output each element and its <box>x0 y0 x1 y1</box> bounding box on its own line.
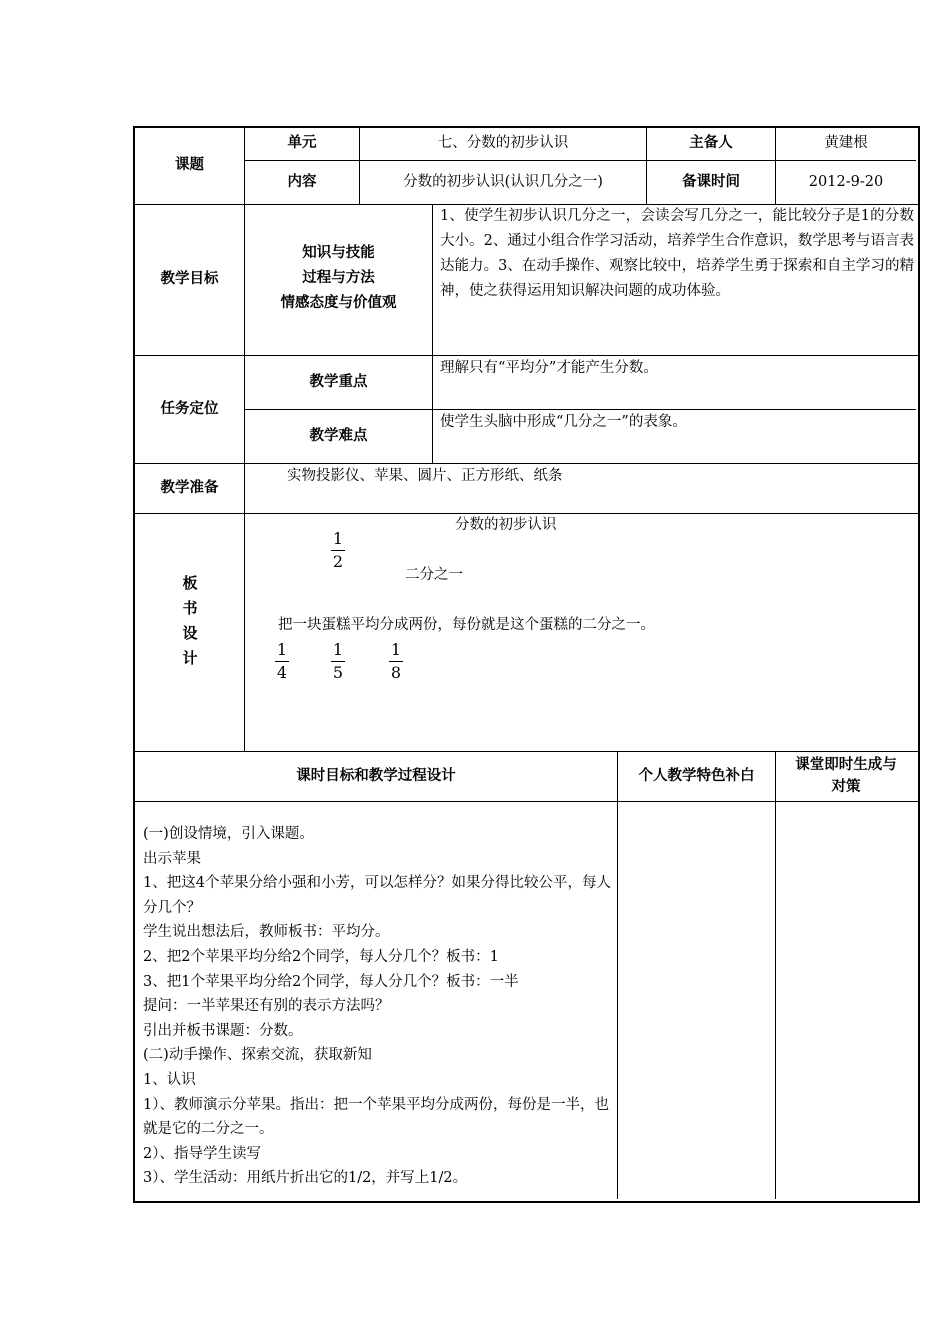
fraction-denominator: 2 <box>332 552 344 571</box>
process-line: 学生说出想法后，教师板书：平均分。 <box>143 924 390 941</box>
prep-time-label: 备课时间 <box>682 173 740 190</box>
fraction-numerator: 1 <box>390 640 402 659</box>
goal-dimension: 情感态度与价值观 <box>280 295 397 311</box>
col-divider <box>432 204 433 463</box>
board-label-char: 书 <box>182 599 198 617</box>
col-divider <box>617 751 618 1199</box>
fraction-one-quarter <box>274 641 290 682</box>
prep-time-value: 2012-9-20 <box>808 173 884 190</box>
key-point-value: 理解只有“平均分”才能产生分数。 <box>440 360 658 376</box>
goal-dimension: 知识与技能 <box>302 245 375 261</box>
fraction-denominator: 5 <box>332 663 344 682</box>
process-col-label: 课时目标和教学过程设计 <box>296 767 456 784</box>
board-sentence: 把一块蛋糕平均分成两份，每份就是这个蛋糕的二分之一。 <box>278 617 655 633</box>
col-divider <box>775 751 776 1199</box>
response-col-label: 课堂即时生成与对策 <box>795 756 897 795</box>
fraction-numerator: 1 <box>276 640 288 659</box>
fraction-one-eighth <box>388 641 404 682</box>
unit-value: 七、分数的初步认识 <box>437 135 569 152</box>
half-words: 二分之一 <box>405 567 463 583</box>
content-label: 内容 <box>287 173 317 190</box>
content-value: 分数的初步认识(认识几分之一) <box>403 173 603 190</box>
process-line: (二)动手操作、探索交流，获取新知 <box>143 1047 372 1064</box>
owner-label: 主备人 <box>689 135 733 152</box>
process-line: 1、认识 <box>143 1071 196 1088</box>
prep-label: 教学准备 <box>160 479 219 496</box>
fraction-bar <box>275 661 289 662</box>
process-line: 3、把1个苹果平均分给2个同学，每人分几个？板书：一半 <box>143 973 519 990</box>
goal-dimensions <box>245 241 432 316</box>
process-line: 2、把2个苹果平均分给2个同学，每人分几个？板书：1 <box>143 948 499 965</box>
process-line: 引出并板书课题：分数。 <box>143 1022 303 1039</box>
process-line: 1）、教师演示分苹果。指出：把一个苹果平均分成两份，每份是一半，也就是它的二分之一。 <box>143 1096 609 1138</box>
fraction-one-half <box>330 530 346 571</box>
difficulty-label: 教学难点 <box>309 427 368 444</box>
key-point-label: 教学重点 <box>309 373 368 390</box>
fraction-bar <box>331 550 345 551</box>
process-line: 2）、指导学生读写 <box>143 1145 261 1162</box>
fraction-bar <box>389 661 403 662</box>
task-label: 任务定位 <box>160 400 219 417</box>
prep-value: 实物投影仪、苹果、圆片、正方形纸、纸条 <box>287 468 563 484</box>
board-title: 分数的初步认识 <box>455 517 557 533</box>
col-divider <box>244 513 245 751</box>
fraction-denominator: 4 <box>276 663 288 682</box>
fraction-bar <box>331 661 345 662</box>
process-line: 提问：一半苹果还有别的表示方法吗？ <box>143 998 390 1015</box>
goal-dimension: 过程与方法 <box>302 270 375 286</box>
board-label-char: 设 <box>182 624 198 642</box>
process-line: 出示苹果 <box>143 850 201 867</box>
process-text <box>143 822 611 1191</box>
fraction-denominator: 8 <box>390 663 402 682</box>
fraction-numerator: 1 <box>332 640 344 659</box>
feature-col-label: 个人教学特色补白 <box>638 767 755 784</box>
fraction-numerator: 1 <box>332 529 344 548</box>
fraction-one-fifth <box>330 641 346 682</box>
board-label-char: 计 <box>182 649 198 667</box>
board-label-char: 板 <box>182 574 198 592</box>
process-line: 1、把这4个苹果分给小强和小芳，可以怎样分？如果分得比较公平，每人分几个？ <box>143 875 611 916</box>
difficulty-value: 使学生头脑中形成“几分之一”的表象。 <box>440 414 687 430</box>
process-line: 3）、学生活动：用纸片折出它的1/2，并写上1/2。 <box>143 1170 468 1187</box>
process-line: (一)创设情境，引入课题。 <box>143 826 314 842</box>
owner-value: 黄建根 <box>824 135 868 152</box>
row-divider <box>133 801 918 802</box>
unit-label: 单元 <box>287 135 317 152</box>
topic-label: 课题 <box>175 157 204 174</box>
goals-text: 1、使学生初步认识几分之一，会读会写几分之一，能比较分子是1的分数大小。2、通过小组合作学习活动，培养学生合作意识，数学思考与语言表达能力。3、在动手操作、观察比较中，培养学生勇于探索和自主学习的精神，使之获得运用知识解决问题的成功体验。 <box>440 208 914 299</box>
goals-label: 教学目标 <box>160 271 219 288</box>
